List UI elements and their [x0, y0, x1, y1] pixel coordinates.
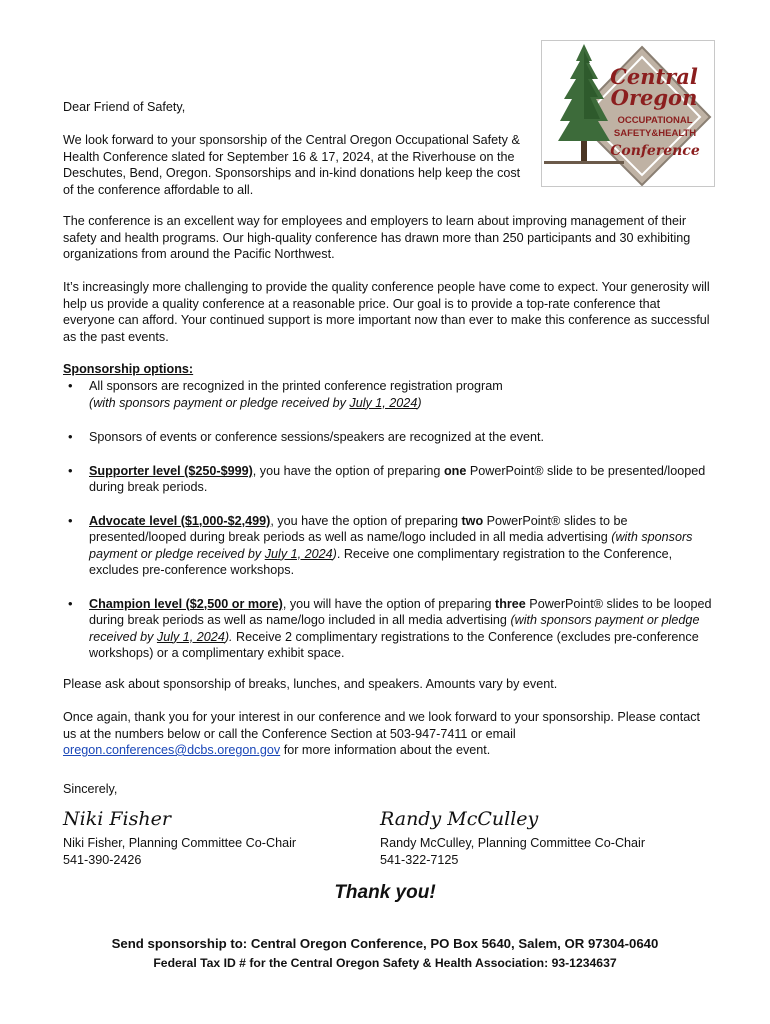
- advocate-level-text-c: . Receive one complimentary registration to the Conference, excludes pre-conference workshops.: [89, 546, 673, 577]
- signature-randy-mcculley: Randy McCulley: [380, 808, 539, 830]
- ask-about-sponsorship: Please ask about sponsorship of breaks, lunches, and speakers. Amounts vary by event.: [63, 677, 558, 691]
- supporter-level-text-b: PowerPoint® slide to be presented/looped during break periods.: [89, 463, 706, 494]
- logo-word-occupational: OCCUPATIONAL: [617, 115, 693, 126]
- option-all-sponsors-date: July 1, 2024: [349, 395, 418, 410]
- email-link[interactable]: oregon.conferences@dcbs.oregon.gov: [63, 743, 281, 757]
- conference-logo-graphic: [542, 41, 714, 186]
- champion-level-count: three: [495, 596, 526, 611]
- champion-level-date: July 1, 2024: [156, 629, 225, 644]
- supporter-level-count: one: [443, 463, 467, 478]
- champion-level-text-b: PowerPoint® slides to be looped during break periods as well as name/logo included in all media advertising: [89, 596, 712, 627]
- federal-tax-id: Federal Tax ID # for the Central Oregon Safety & Health Association: 93-1234637: [153, 956, 617, 970]
- conference-logo: [541, 40, 715, 187]
- sponsorship-options-list: [63, 378, 713, 662]
- option-all-sponsors-text: All sponsors are recognized in the printed conference registration program: [89, 379, 503, 393]
- champion-level-label: Champion level ($2,500 or more): [89, 596, 283, 611]
- champion-level-text-c: Receive 2 complimentary registrations to the Conference (excludes pre-conference workshops) or a complimentary exhibit space.: [89, 629, 699, 660]
- advocate-level-label: Advocate level ($1,000-$2,499): [89, 513, 271, 528]
- signer-block-1: [63, 835, 296, 869]
- thank-you-contact-paragraph: [63, 709, 713, 759]
- sponsorship-options-heading: Sponsorship options:: [63, 362, 194, 376]
- thank-you-heading: Thank you!: [334, 882, 436, 903]
- logo-word-central: Central: [610, 64, 698, 89]
- option-events-sessions: [63, 429, 713, 446]
- signature-niki-fisher: Niki Fisher: [63, 808, 171, 830]
- logo-word-conference: Conference: [610, 143, 700, 159]
- option-champion-level: [63, 596, 713, 662]
- option-events-sessions-text: Sponsors of events or conference sessions/speakers are recognized at the event.: [89, 430, 545, 444]
- signer-2-name-title: Randy McCulley, Planning Committee Co-Chair: [380, 836, 646, 850]
- greeting: Dear Friend of Safety,: [63, 100, 186, 114]
- signer-1-name-title: Niki Fisher, Planning Committee Co-Chair: [63, 836, 297, 850]
- logo-word-oregon: Oregon: [610, 85, 698, 110]
- option-advocate-level: [63, 513, 713, 579]
- advocate-level-text-a: , you have the option of preparing: [270, 513, 462, 528]
- champion-level-note-pre: (with sponsors payment or pledge received by: [89, 613, 700, 644]
- contact-text-a: Once again, thank you for your interest in our conference and we look forward to your sponsorship. Please contact us at the numbers below or call the Conference Section at 503-947-7411 or email: [63, 710, 701, 741]
- mailing-address: Send sponsorship to: Central Oregon Conference, PO Box 5640, Salem, OR 97304-0640: [111, 936, 659, 951]
- advocate-level-count: two: [461, 513, 484, 528]
- contact-text-b: for more information about the event.: [280, 743, 491, 757]
- signer-block-2: [380, 835, 645, 869]
- advocate-level-note-pre: (with sponsors payment or pledge received by: [89, 530, 693, 561]
- intro-paragraph: We look forward to your sponsorship of the Central Oregon Occupational Safety & Health Conference slated for September 16 & 17, 2024, at the Riverhouse on the Deschutes, Bend, Oregon. Sponsorships and in-kind donations help keep the cost of the conference affordable to all.: [63, 133, 521, 197]
- signer-1-phone: 541-390-2426: [63, 853, 142, 867]
- sincerely: Sincerely,: [63, 782, 118, 796]
- option-all-sponsors-note-pre: (with sponsors payment or pledge received by: [89, 395, 350, 410]
- supporter-level-text-a: , you have the option of preparing: [252, 463, 444, 478]
- supporter-level-label: Supporter level ($250-$999): [89, 463, 253, 478]
- advocate-level-text-b: PowerPoint® slides to be presented/looped during break periods as well as name/logo included in all media advertising: [89, 513, 628, 544]
- logo-word-safety-health: SAFETY&HEALTH: [613, 128, 697, 139]
- option-all-sponsors: [63, 378, 713, 411]
- option-all-sponsors-note: [89, 396, 422, 410]
- champion-level-text-a: , you will have the option of preparing: [282, 596, 496, 611]
- advocate-level-note-post: ): [332, 546, 337, 561]
- option-all-sponsors-note-post: ): [417, 395, 422, 410]
- option-supporter-level: [63, 463, 713, 496]
- conference-description-paragraph: The conference is an excellent way for employees and employers to learn about improving management of their safety and health programs. Our high-quality conference has drawn more than 250 participants and 30 exhibiting organizations from around the Pacific Northwest.: [63, 214, 691, 261]
- signer-2-phone: 541-322-7125: [380, 853, 459, 867]
- champion-level-note-post: ).: [224, 629, 233, 644]
- advocate-level-date: July 1, 2024: [264, 546, 333, 561]
- support-paragraph: It’s increasingly more challenging to provide the quality conference people have come to expect. Your generosity will help us provide a quality conference at a reasonable price. Our goal is to provide a top-rate conference that everyone can afford. Your continued support is more important now than ever to make this conference as successful as the past events.: [63, 280, 710, 344]
